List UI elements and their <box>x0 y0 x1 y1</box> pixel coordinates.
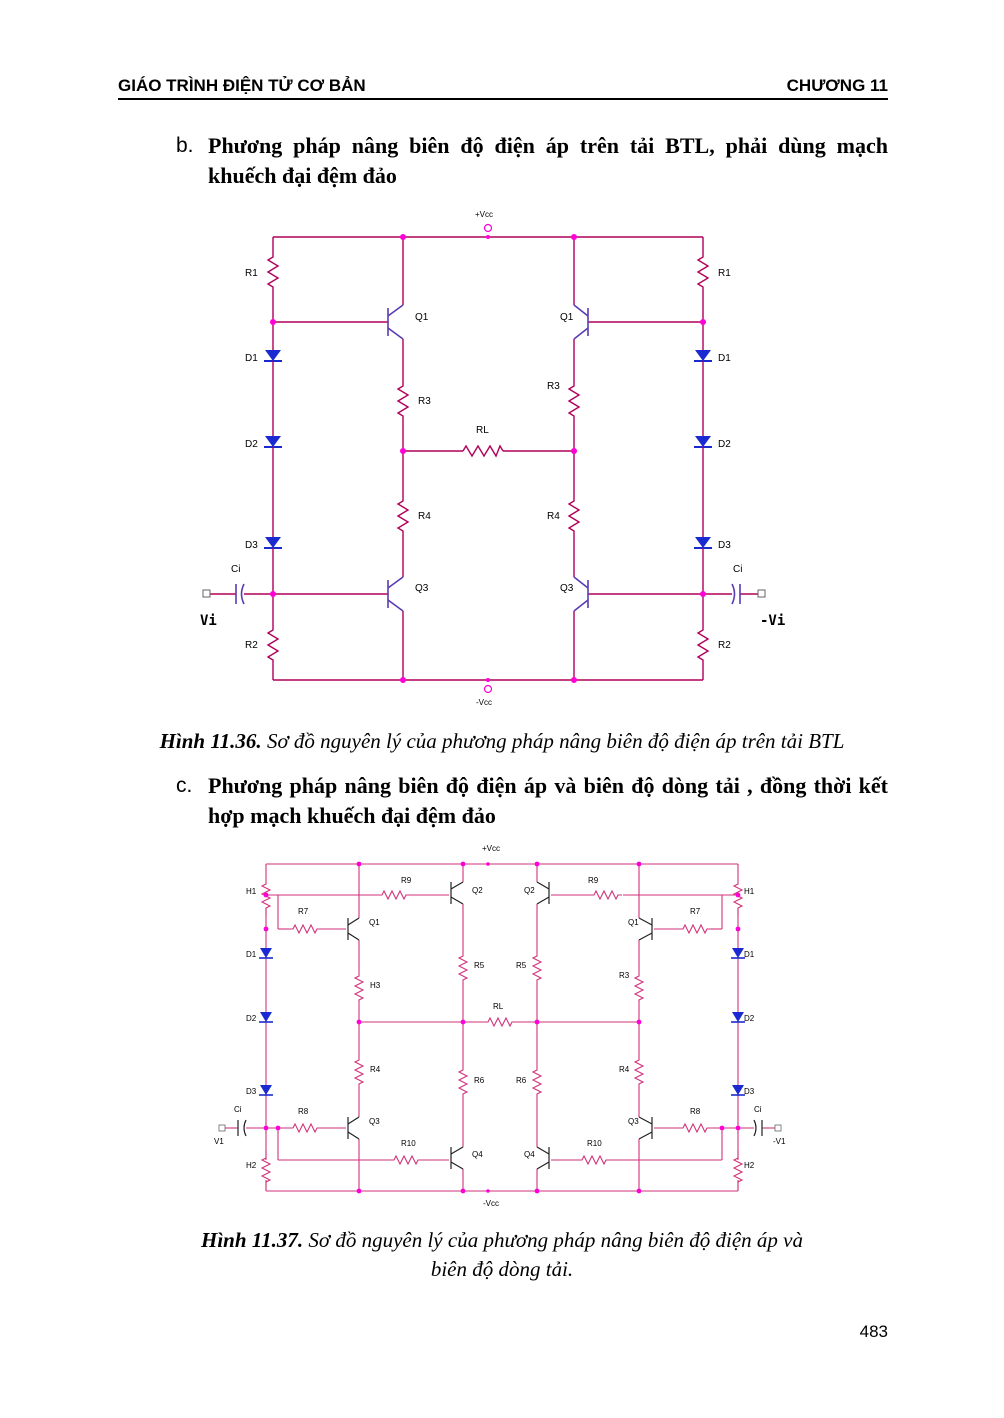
fig1-r2-right-label: R2 <box>718 640 731 651</box>
header-rule <box>118 98 888 100</box>
fig1-r4-right-label: R4 <box>547 511 560 522</box>
fig1-d1-left-label: D1 <box>245 353 258 364</box>
fig1-r3-right-label: R3 <box>547 381 560 392</box>
fig2-q2-left-label: Q2 <box>472 886 483 895</box>
figure-11-36-number: Hình 11.36. <box>159 729 262 753</box>
section-b-letter: b. <box>176 134 194 157</box>
figure-11-37-text: Sơ đồ nguyên lý của phương pháp nâng biên độ điện áp và <box>303 1228 803 1252</box>
fig2-q4-left-label: Q4 <box>472 1150 483 1159</box>
fig1-q1-right-label: Q1 <box>560 312 574 323</box>
section-c-heading <box>176 771 888 831</box>
fig2-r8-left-label: R8 <box>298 1107 309 1116</box>
fig2-r2-left-label: H2 <box>246 1161 257 1170</box>
fig1-r2-left-label: R2 <box>245 640 258 651</box>
section-c-text: Phương pháp nâng biên độ điện áp và biên độ dòng tải , đồng thời kết hợp mạch khuếch đại đệm đảo <box>208 773 888 828</box>
figure-11-37-text-line2: biên độ dòng tải. <box>430 1257 574 1281</box>
figure-11-36-schematic <box>190 200 810 720</box>
fig2-r5-right-label: R5 <box>516 961 527 970</box>
fig1-rl-label: RL <box>476 425 489 436</box>
section-b-text: Phương pháp nâng biên độ điện áp trên tải BTL, phải dùng mạch khuếch đại đệm đảo <box>208 133 888 188</box>
book-title: GIÁO TRÌNH ĐIỆN TỬ CƠ BẢN <box>118 76 366 95</box>
fig1-d1-right-label: D1 <box>718 353 731 364</box>
fig2-r4-left-label: R4 <box>370 1065 381 1074</box>
fig2-q1-left-label: Q1 <box>369 918 380 927</box>
fig2-d3-right-label: D3 <box>744 1087 755 1096</box>
fig2-r7-right-label: R7 <box>690 907 701 916</box>
fig1-vi-label: Vi <box>200 613 217 629</box>
fig1-d2-left-label: D2 <box>245 439 258 450</box>
fig2-d1-left-label: D1 <box>246 950 257 959</box>
fig1-r4-left-label: R4 <box>418 511 431 522</box>
fig1-vcc-neg-label: -Vcc <box>476 698 492 707</box>
figure-11-37-number: Hình 11.37. <box>201 1228 304 1252</box>
fig2-r1-left-label: H1 <box>246 887 257 896</box>
fig1-vcc-pos-label: +Vcc <box>475 210 494 219</box>
fig2-q4-right-label: Q4 <box>524 1150 535 1159</box>
fig1-ci-right-label: Ci <box>733 564 743 575</box>
fig1-d3-left-label: D3 <box>245 540 258 551</box>
fig2-d3-left-label: D3 <box>246 1087 257 1096</box>
fig2-vi-label: V1 <box>214 1137 224 1146</box>
fig1-q3-left-label: Q3 <box>415 583 429 594</box>
fig2-r7-left-label: R7 <box>298 907 309 916</box>
chapter-label: CHƯƠNG 11 <box>786 76 888 95</box>
fig2-neg-vi-label: -V1 <box>773 1137 786 1146</box>
fig2-q1-right-label: Q1 <box>628 918 639 927</box>
fig2-vcc-neg-label: -Vcc <box>483 1199 499 1208</box>
fig2-r9-left-label: R9 <box>401 876 412 885</box>
fig2-r6-right-label: R6 <box>516 1076 527 1085</box>
fig2-r6-left-label: R6 <box>474 1076 485 1085</box>
page-number: 483 <box>859 1322 888 1341</box>
figure-11-37-schematic <box>195 840 805 1215</box>
section-c-letter: c. <box>176 774 193 797</box>
figure-11-36-text: Sơ đồ nguyên lý của phương pháp nâng biên độ điện áp trên tải BTL <box>261 729 845 753</box>
fig2-q3-left-label: Q3 <box>369 1117 380 1126</box>
fig2-r3-right-label: R3 <box>619 971 630 980</box>
fig2-r9-right-label: R9 <box>588 876 599 885</box>
fig1-r1-left-label: R1 <box>245 268 258 279</box>
figure-11-36-caption <box>100 727 904 756</box>
fig2-r5-left-label: R5 <box>474 961 485 970</box>
section-b-heading <box>176 131 888 191</box>
fig2-r10-right-label: R10 <box>587 1139 602 1148</box>
fig2-r4-right-label: R4 <box>619 1065 630 1074</box>
fig1-q3-right-label: Q3 <box>560 583 574 594</box>
fig1-d3-right-label: D3 <box>718 540 731 551</box>
fig2-r2-right-label: H2 <box>744 1161 755 1170</box>
fig1-ci-left-label: Ci <box>231 564 241 575</box>
fig2-r8-right-label: R8 <box>690 1107 701 1116</box>
fig2-d2-left-label: D2 <box>246 1014 257 1023</box>
fig1-r1-right-label: R1 <box>718 268 731 279</box>
running-header <box>118 76 888 98</box>
fig2-ci-left-label: Ci <box>234 1105 242 1114</box>
fig2-r3-left-label: H3 <box>370 981 381 990</box>
fig2-vcc-pos-label: +Vcc <box>482 844 501 853</box>
figure-11-37-caption <box>100 1226 904 1284</box>
fig2-r10-left-label: R10 <box>401 1139 416 1148</box>
fig1-r3-left-label: R3 <box>418 396 431 407</box>
fig2-ci-right-label: Ci <box>754 1105 762 1114</box>
fig1-d2-right-label: D2 <box>718 439 731 450</box>
fig2-d2-right-label: D2 <box>744 1014 755 1023</box>
fig2-r1-right-label: H1 <box>744 887 755 896</box>
fig2-q2-right-label: Q2 <box>524 886 535 895</box>
fig2-rl-label: RL <box>493 1002 504 1011</box>
fig1-neg-vi-label: -Vi <box>760 613 786 629</box>
fig1-q1-left-label: Q1 <box>415 312 429 323</box>
fig2-d1-right-label: D1 <box>744 950 755 959</box>
fig2-q3-right-label: Q3 <box>628 1117 639 1126</box>
